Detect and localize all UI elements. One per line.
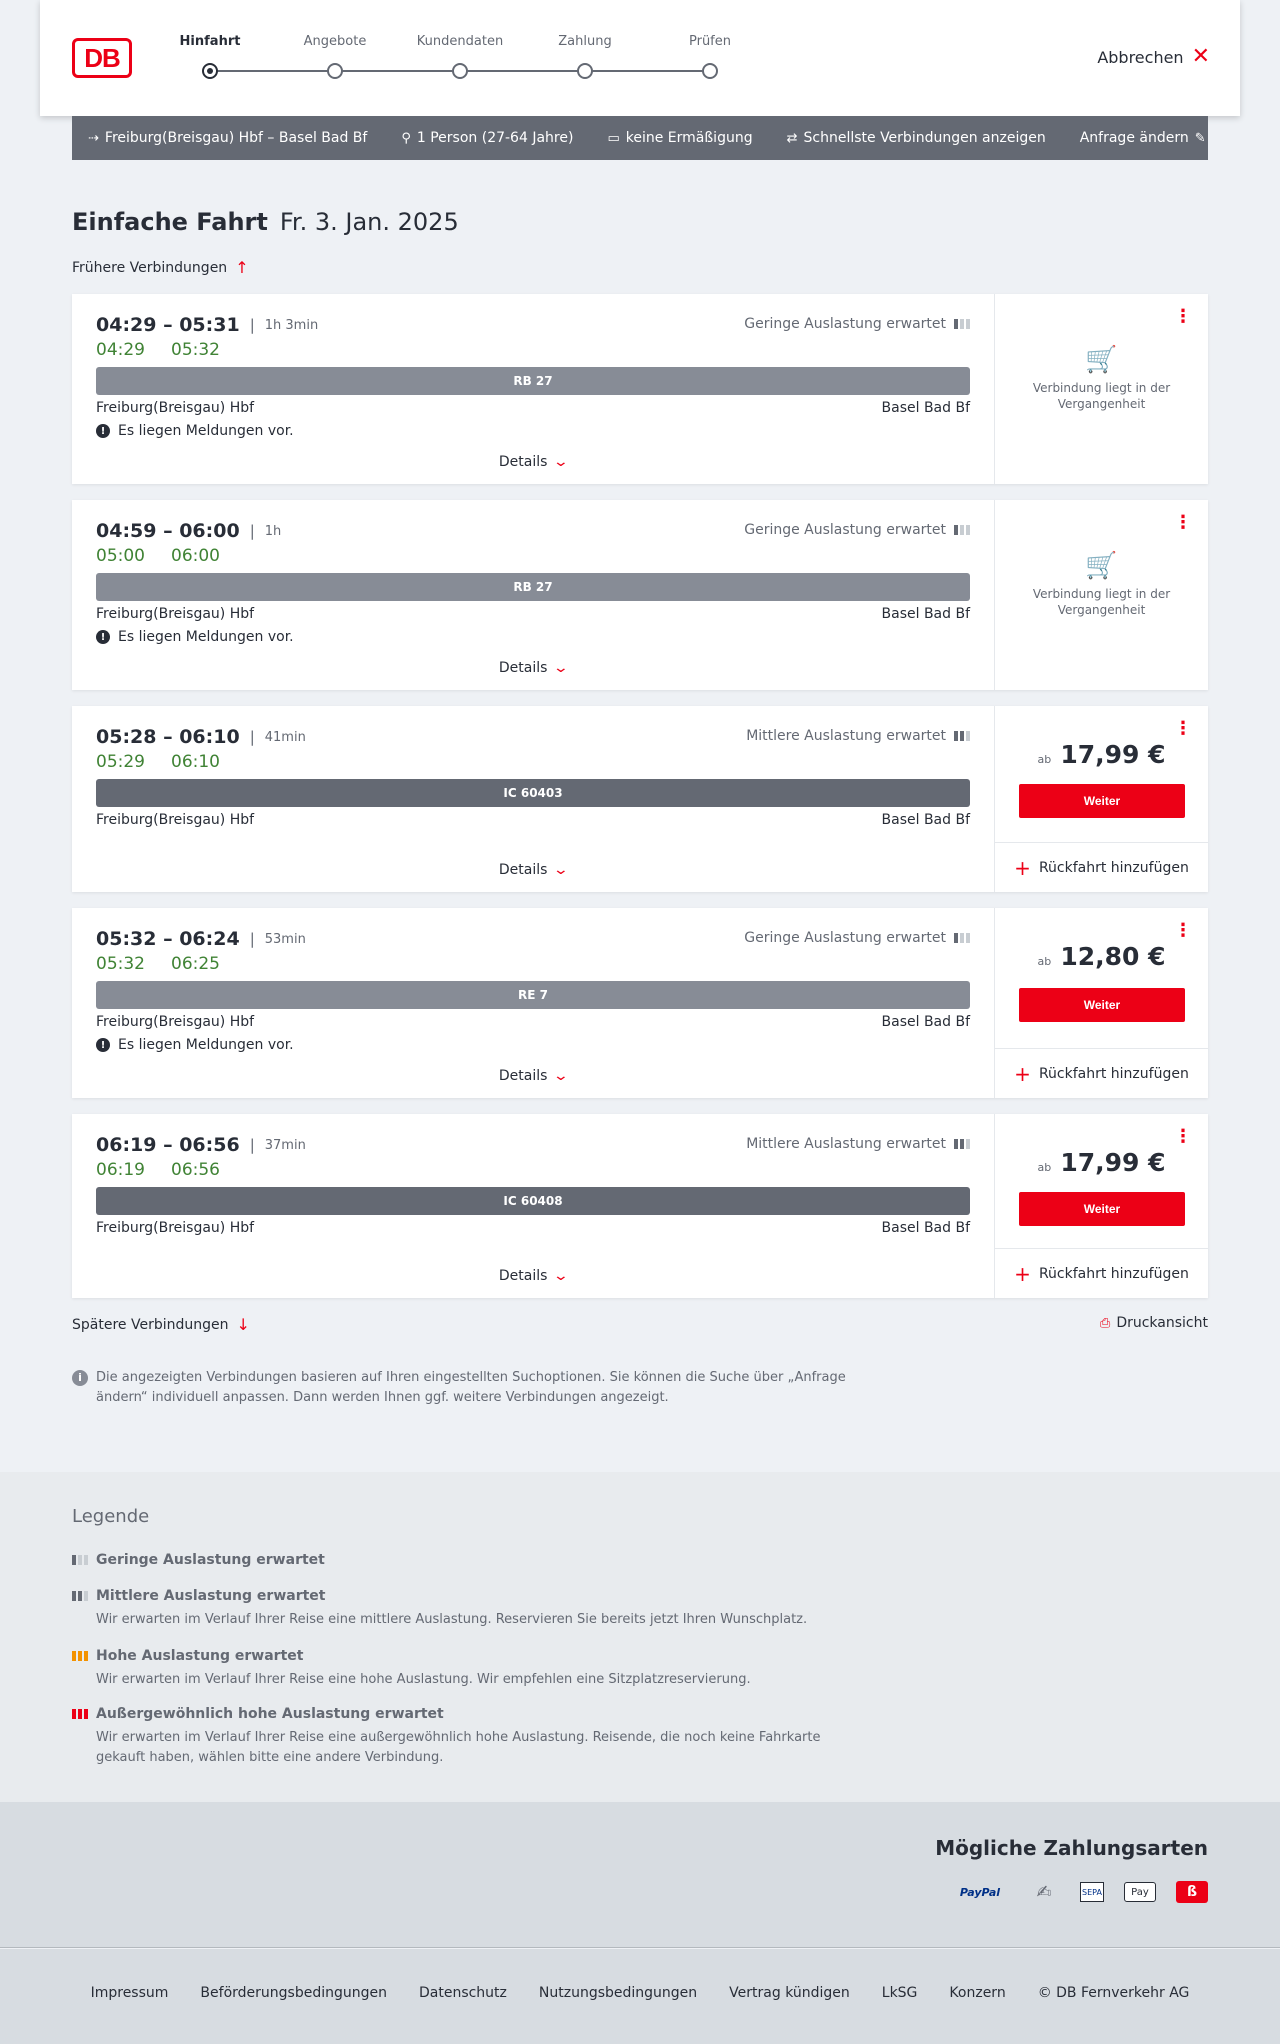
search-summary-bar (72, 116, 1208, 160)
footer-link-befoerderungsbedingungen[interactable]: Beförderungsbedingungen (200, 1985, 387, 2001)
message-text: Es liegen Meldungen vor. (118, 629, 294, 645)
realtime-times (96, 546, 220, 566)
occupancy-indicator (746, 728, 970, 744)
realtime-arrival: 06:25 (171, 954, 220, 974)
duration: 1h 3min (264, 317, 319, 333)
time-range: 05:32 – 06:24 (96, 928, 240, 950)
occupancy-text: Geringe Auslastung erwartet (744, 316, 946, 332)
legend-item (72, 1706, 852, 1768)
printer-icon: ⎙ (1099, 1315, 1111, 1331)
trip-type: Einfache Fahrt (72, 208, 268, 236)
train-bar[interactable]: IC 60408 (96, 1187, 970, 1215)
info-note (72, 1368, 852, 1408)
origin-station: Freiburg(Breisgau) Hbf (96, 1014, 255, 1030)
train-bar[interactable]: RE 7 (96, 981, 970, 1009)
footer-link-nutzungsbedingungen[interactable]: Nutzungsbedingungen (538, 1985, 698, 2001)
arrow-down-icon: ↓ (236, 1315, 250, 1334)
realtime-arrival: 05:32 (171, 340, 220, 360)
footer-links (0, 1985, 1280, 2001)
step-dot (452, 63, 468, 79)
legend-item-title (72, 1648, 872, 1664)
realtime-departure: 06:19 (96, 1160, 145, 1180)
legend-label: Geringe Auslastung erwartet (96, 1552, 325, 1568)
connection-info (72, 908, 994, 1098)
realtime-arrival: 06:56 (171, 1160, 220, 1180)
credit-card-hand-icon: ✍ (1036, 1881, 1052, 1903)
note-text: Die angezeigten Verbindungen basieren auf Ihren eingestellten Suchoptionen. Sie können die Suche über „Anfrage ändern“ individuell anpassen. Dann werden Ihnen ggf. weitere Verbindungen angezeigt. (96, 1370, 846, 1405)
price-value: 17,99 € (1060, 1148, 1166, 1177)
return-label: Rückfahrt hinzufügen (1038, 1265, 1189, 1282)
step-label: Zahlung (558, 34, 612, 49)
occupancy-high-icon (72, 1651, 88, 1661)
connection-card (72, 908, 1208, 1098)
occupancy-low-icon (954, 933, 970, 943)
legend-label: Mittlere Auslastung erwartet (96, 1588, 326, 1604)
occupancy-very-high-icon (72, 1709, 88, 1719)
footer-link-datenschutz[interactable]: Datenschutz (418, 1985, 507, 2001)
more-options-icon[interactable]: ⋮ (1174, 512, 1192, 533)
later-connections-link[interactable] (72, 1315, 250, 1334)
legend-description: Wir erwarten im Verlauf Ihrer Reise eine hohe Auslastung. Wir empfehlen eine Sitzplatzreservierung. (96, 1672, 751, 1687)
separator: | (249, 728, 255, 746)
occupancy-indicator (744, 522, 970, 538)
continue-button[interactable]: Weiter (1019, 784, 1185, 818)
footer-link-vertrag-kuendigen[interactable]: Vertrag kündigen (729, 1985, 850, 2001)
paypal-icon: PayPal (959, 1885, 1001, 1899)
duration: 37min (264, 1137, 306, 1153)
print-view-link[interactable] (1100, 1315, 1208, 1331)
cart-unavailable-icon: 🛒 (1085, 551, 1118, 581)
page-header (40, 0, 1240, 116)
legend-label: Außergewöhnlich hohe Auslastung erwartet (96, 1706, 444, 1722)
realtime-departure: 04:29 (96, 340, 145, 360)
price-prefix: ab (1037, 753, 1052, 766)
cancel-button[interactable] (1097, 46, 1210, 68)
apple-pay-label: Pay (1131, 1886, 1149, 1898)
footer-link-impressum[interactable]: Impressum (90, 1985, 169, 2001)
person-icon: ⚲ (401, 130, 411, 146)
summary-travellers (401, 130, 573, 146)
connection-card (72, 500, 1208, 690)
print-label: Druckansicht (1116, 1315, 1208, 1331)
offer-panel (994, 908, 1208, 1098)
details-toggle[interactable] (72, 660, 994, 676)
duration: 1h (264, 523, 282, 539)
step-label: Hinfahrt (179, 34, 241, 49)
past-text: Verbindung liegt in der Vergangenheit (1032, 381, 1171, 411)
separator: | (249, 930, 255, 948)
alert-icon: ! (96, 1038, 110, 1052)
price (995, 1148, 1208, 1177)
duration: 53min (264, 931, 306, 947)
legend-title: Legende (72, 1506, 150, 1527)
time-range: 04:59 – 06:00 (96, 520, 240, 542)
time-range: 05:28 – 06:10 (96, 726, 240, 748)
step-dot (327, 63, 343, 79)
connection-info (72, 706, 994, 892)
plus-icon: + (1014, 1061, 1031, 1086)
message-notice (96, 1037, 294, 1053)
train-bar[interactable]: RB 27 (96, 573, 970, 601)
chevron-down-icon: ⌄ (553, 1268, 570, 1284)
chevron-down-icon: ⌄ (553, 660, 570, 676)
return-label: Rückfahrt hinzufügen (1038, 859, 1189, 876)
alert-icon: ! (96, 630, 110, 644)
time-range: 04:29 – 05:31 (96, 314, 240, 336)
earlier-connections-link[interactable] (72, 258, 249, 277)
planned-times (96, 928, 306, 950)
return-label: Rückfahrt hinzufügen (1038, 1065, 1189, 1082)
pencil-icon: ✎ (1194, 130, 1206, 146)
origin-station: Freiburg(Breisgau) Hbf (96, 606, 255, 622)
price (995, 740, 1208, 769)
earlier-label: Frühere Verbindungen (72, 259, 228, 276)
legend-label: Hohe Auslastung erwartet (96, 1648, 304, 1664)
details-label: Details (498, 1068, 548, 1084)
step-zahlung (525, 34, 645, 79)
alert-icon: ! (96, 424, 110, 438)
realtime-times (96, 340, 220, 360)
discount-text: keine Ermäßigung (625, 130, 753, 146)
route-text: Freiburg(Breisgau) Hbf – Basel Bad Bf (104, 130, 368, 146)
continue-button[interactable]: Weiter (1019, 988, 1185, 1022)
realtime-arrival: 06:10 (171, 752, 220, 772)
payment-icons (952, 1880, 1208, 1904)
chevron-down-icon: ⌄ (553, 454, 570, 470)
details-label: Details (498, 862, 548, 878)
price-prefix: ab (1037, 1161, 1052, 1174)
destination-station: Basel Bad Bf (881, 400, 970, 416)
realtime-departure: 05:29 (96, 752, 145, 772)
legend-item (72, 1648, 872, 1690)
details-toggle[interactable] (72, 862, 994, 878)
realtime-departure: 05:32 (96, 954, 145, 974)
summary-discount (607, 130, 752, 146)
past-text: Verbindung liegt in der Vergangenheit (1032, 587, 1171, 617)
occupancy-medium-icon (954, 731, 970, 741)
occupancy-indicator (744, 316, 970, 332)
message-notice (96, 629, 294, 645)
legend-description: Wir erwarten im Verlauf Ihrer Reise eine außergewöhnlich hohe Auslastung. Reisende, die noch keine Fahrkarte gekauft haben, wählen bitte eine andere Verbindung. (96, 1730, 821, 1765)
occupancy-text: Geringe Auslastung erwartet (744, 930, 946, 946)
legend-section (0, 1472, 1280, 1802)
plus-icon: + (1014, 855, 1031, 880)
destination-station: Basel Bad Bf (881, 1014, 970, 1030)
occupancy-text: Mittlere Auslastung erwartet (746, 1136, 946, 1152)
summary-route (88, 130, 367, 146)
message-notice (96, 423, 294, 439)
connection-info (72, 500, 994, 690)
origin-station: Freiburg(Breisgau) Hbf (96, 400, 255, 416)
message-text: Es liegen Meldungen vor. (118, 423, 294, 439)
details-label: Details (498, 454, 548, 470)
connection-info (72, 294, 994, 484)
more-options-icon[interactable]: ⋮ (1174, 920, 1192, 941)
realtime-departure: 05:00 (96, 546, 145, 566)
legend-description: Wir erwarten im Verlauf Ihrer Reise eine mittlere Auslastung. Reservieren Sie bereits jetzt Ihren Wunschplatz. (96, 1612, 808, 1627)
progress-steps (180, 34, 740, 84)
travellers-text: 1 Person (27-64 Jahre) (416, 130, 574, 146)
details-toggle[interactable] (72, 1068, 994, 1084)
step-label: Prüfen (688, 34, 731, 49)
separator: | (249, 1136, 255, 1154)
connection-card (72, 706, 1208, 892)
realtime-arrival: 06:00 (171, 546, 220, 566)
train-bar[interactable]: IC 60403 (96, 779, 970, 807)
separator: | (249, 522, 255, 540)
price (995, 942, 1208, 971)
info-icon: i (72, 1370, 88, 1386)
payment-title: Mögliche Zahlungsarten (935, 1836, 1208, 1860)
message-text: Es liegen Meldungen vor. (118, 1037, 294, 1053)
footer-link-lksg[interactable]: LkSG (881, 1985, 918, 2001)
price-value: 12,80 € (1060, 942, 1166, 971)
cart-unavailable-icon: 🛒 (1085, 345, 1118, 375)
price-prefix: ab (1037, 955, 1052, 968)
time-range: 06:19 – 06:56 (96, 1134, 240, 1156)
offer-panel (994, 706, 1208, 892)
occupancy-low-icon (954, 525, 970, 535)
offer-panel (994, 500, 1208, 690)
realtime-times (96, 954, 220, 974)
occupancy-medium-icon (72, 1591, 88, 1601)
planned-times (96, 314, 318, 336)
details-label: Details (498, 1268, 548, 1284)
step-angebote (275, 34, 395, 79)
occupancy-low-icon (72, 1555, 88, 1565)
more-options-icon[interactable]: ⋮ (1174, 306, 1192, 327)
arrow-right-icon: ⇢ (88, 130, 99, 146)
legend-item-title (72, 1588, 872, 1604)
fastest-text: Schnellste Verbindungen anzeigen (803, 130, 1046, 146)
occupancy-indicator (746, 1136, 970, 1152)
arrow-up-icon: ↑ (235, 258, 249, 277)
train-bar[interactable]: RB 27 (96, 367, 970, 395)
apple-pay-icon (1124, 1882, 1156, 1902)
destination-station: Basel Bad Bf (881, 606, 970, 622)
realtime-times (96, 1160, 220, 1180)
footer-link-konzern[interactable]: Konzern (949, 1985, 1006, 2001)
step-dot (702, 63, 718, 79)
plus-icon: + (1014, 1261, 1031, 1286)
db-payment-icon: ß (1176, 1881, 1208, 1903)
price-value: 17,99 € (1060, 740, 1166, 769)
change-label: Anfrage ändern (1079, 130, 1189, 146)
occupancy-text: Mittlere Auslastung erwartet (746, 728, 946, 744)
origin-station: Freiburg(Breisgau) Hbf (96, 1220, 255, 1236)
step-hinfahrt (150, 34, 270, 79)
occupancy-medium-icon (954, 1139, 970, 1149)
filter-icon: ⇄ (786, 130, 798, 146)
db-logo[interactable]: DB (72, 38, 132, 78)
details-label: Details (498, 660, 548, 676)
page-title (72, 208, 459, 236)
occupancy-indicator (744, 930, 970, 946)
legend-item-title (72, 1706, 852, 1722)
cancel-label: Abbrechen (1097, 47, 1184, 67)
card-icon: ▭ (607, 130, 620, 146)
payment-methods-section (0, 1802, 1280, 1948)
details-toggle[interactable] (72, 1268, 994, 1284)
origin-station: Freiburg(Breisgau) Hbf (96, 812, 255, 828)
past-connection-notice (995, 345, 1208, 412)
add-return-button[interactable] (995, 1048, 1208, 1098)
occupancy-low-icon (954, 319, 970, 329)
sepa-icon: SEPA (1080, 1882, 1104, 1902)
details-toggle[interactable] (72, 454, 994, 470)
legend-item (72, 1552, 872, 1568)
step-label: Angebote (303, 34, 367, 49)
close-icon: ✕ (1191, 44, 1210, 69)
change-request-button[interactable] (1080, 130, 1206, 146)
offer-panel (994, 1114, 1208, 1298)
offer-panel (994, 294, 1208, 484)
planned-times (96, 520, 281, 542)
step-dot (577, 63, 593, 79)
planned-times (96, 726, 306, 748)
more-options-icon[interactable]: ⋮ (1174, 1126, 1192, 1147)
summary-fastest (787, 130, 1046, 146)
connection-info (72, 1114, 994, 1298)
destination-station: Basel Bad Bf (881, 1220, 970, 1236)
trip-date: Fr. 3. Jan. 2025 (279, 208, 459, 236)
footer-copyright: © DB Fernverkehr AG (1037, 1985, 1190, 2001)
later-label: Spätere Verbindungen (72, 1316, 229, 1333)
continue-button[interactable]: Weiter (1019, 1192, 1185, 1226)
past-connection-notice (995, 551, 1208, 618)
page-footer (0, 1949, 1280, 2044)
duration: 41min (264, 729, 306, 745)
realtime-times (96, 752, 220, 772)
legend-item-title (72, 1552, 872, 1568)
connection-card (72, 294, 1208, 484)
destination-station: Basel Bad Bf (881, 812, 970, 828)
connection-card (72, 1114, 1208, 1298)
add-return-button[interactable] (995, 842, 1208, 892)
step-label: Kundendaten (416, 34, 504, 49)
step-dot (202, 63, 218, 79)
step-pruefen (650, 34, 770, 79)
more-options-icon[interactable]: ⋮ (1174, 718, 1192, 739)
step-kundendaten (400, 34, 520, 79)
planned-times (96, 1134, 306, 1156)
chevron-down-icon: ⌄ (553, 1068, 570, 1084)
occupancy-text: Geringe Auslastung erwartet (744, 522, 946, 538)
add-return-button[interactable] (995, 1248, 1208, 1298)
separator: | (249, 316, 255, 334)
legend-item (72, 1588, 872, 1630)
chevron-down-icon: ⌄ (553, 862, 570, 878)
